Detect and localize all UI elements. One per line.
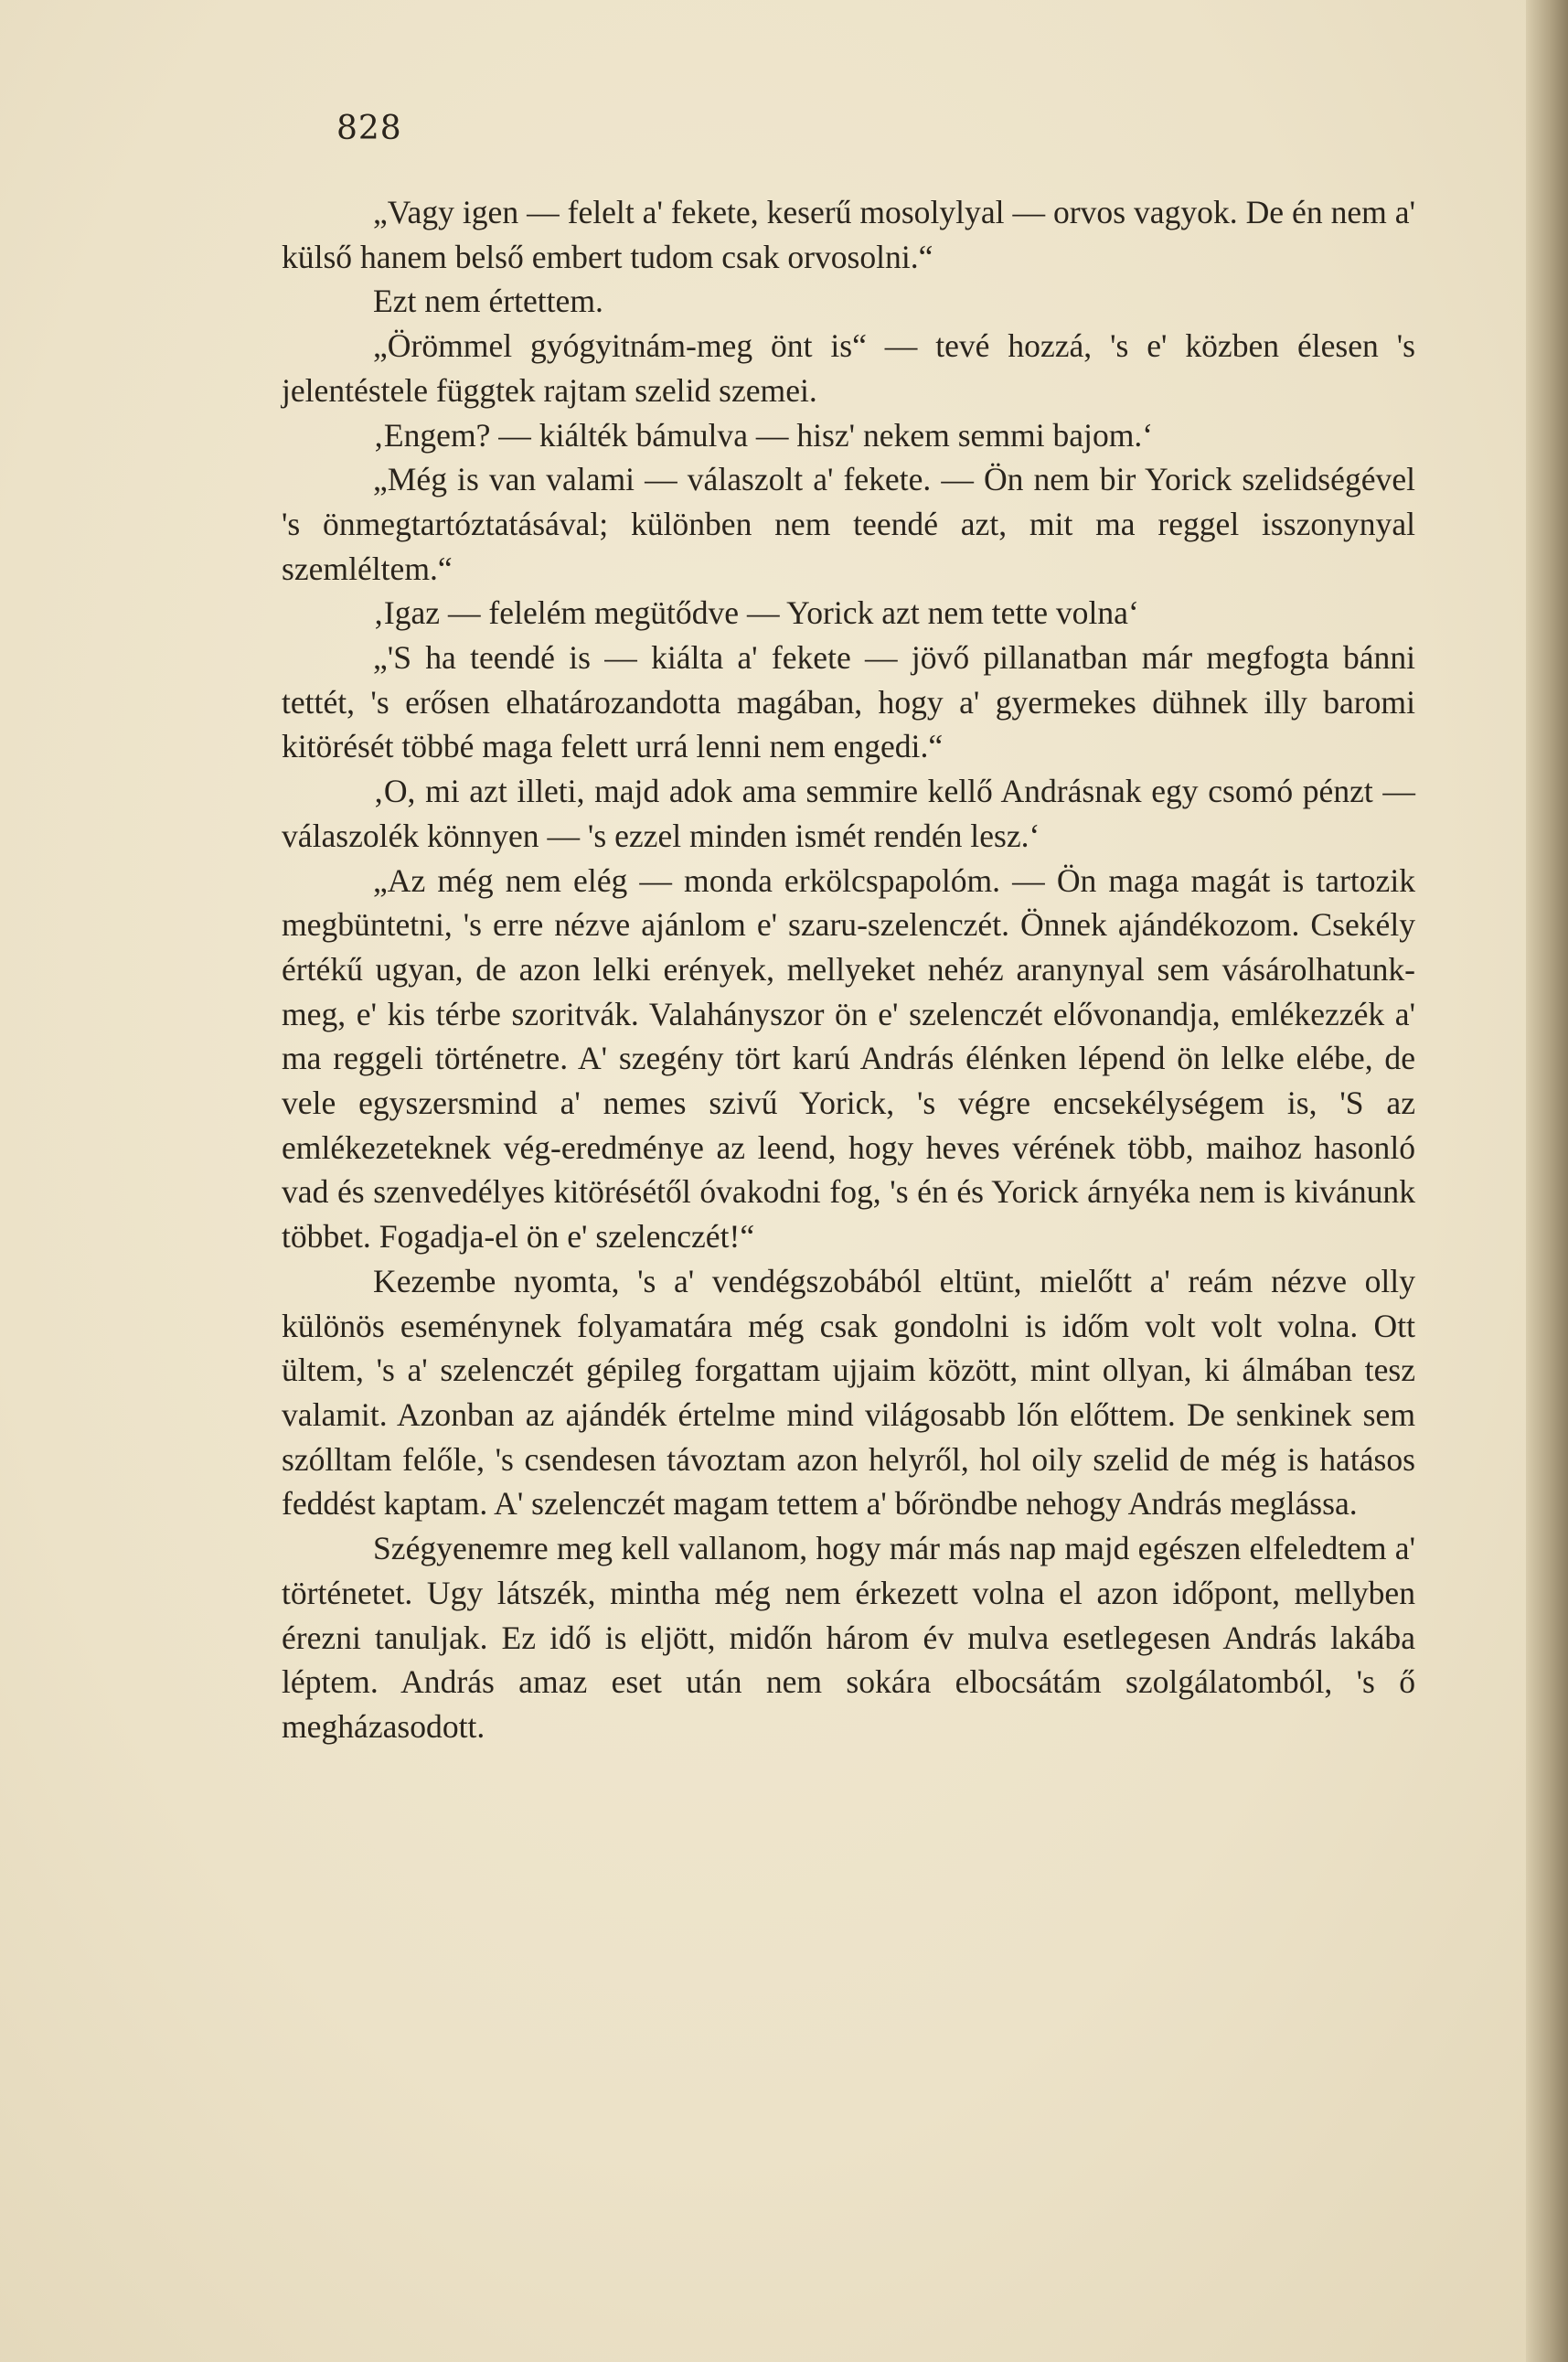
paragraph-8: ‚O, mi azt illeti, majd adok ama semmire kellő Andrásnak egy csomó pénzt — válaszolék könnyen — 's ezzel minden ismét rendén lesz.‘ [282, 773, 1415, 854]
paragraph-9: „Az még nem elég — monda erkölcspapolóm. — Ön maga magát is tartozik megbüntetni, 's erre nézve ajánlom e' szaru-szelenczét. Önnek ajándékozom. Csekély értékű ugyan, de azon lelki erények, mellyeket nehéz aranynyal sem vásárolhatunk-meg, e' kis térbe szoritvák. Valahányszor ön e' szelenczét elővonandja, emlékezzék a' ma reggeli történetre. A' szegény tört karú András élénken lépend ön lelke elébe, de vele egyszersmind a' nemes szivű Yorick, 's végre encsekélységem is, 'S az emlékezeteknek vég-eredménye az leend, hogy heves vérének több, maihoz hasonló vad és szenvedélyes kitörésétől óvakodni fog, 's én és Yorick árnyéka nem is kivánunk többet. Fogadja-el ön e' szelenczét!“ [282, 861, 1415, 1256]
book-spine-shadow [1526, 0, 1568, 2362]
paragraph-11: Szégyenemre meg kell vallanom, hogy már más nap majd egészen elfeledtem a' történetet. Ugy látszék, mintha még nem érkezett volna el azon időpont, mellyben érezni tanuljak. Ez idő is eljött, midőn három év mulva esetlegesen András lakába léptem. András amaz eset után nem sokára elbocsátám szolgálatomból, 's ő megházasodott. [282, 1530, 1415, 1745]
paragraph-10: Kezembe nyomta, 's a' vendégszobából eltünt, mielőtt a' reám nézve olly különös eseménynek folyamatára még csak gondolni is időm volt volt volna. Ott ültem, 's a' szelenczét gépileg forgattam ujjaim között, mint ollyan, ki álmában tesz valamit. Azonban az ajándék értelme mind világosabb lőn előttem. De senkinek sem szólltam felőle, 's csendesen távoztam azon helyről, hol oily szelid de még is hatásos feddést kaptam. A' szelenczét magam tettem a' bőröndbe nehogy András meglássa. [282, 1262, 1415, 1523]
paragraph-7: „'S ha teendé is — kiálta a' fekete — jövő pillanatban már megfogta bánni tettét, 's erősen elhatározandotta magában, hogy a' gyermekes dühnek illy baromi kitörését többé maga felett urrá lenni nem engedi.“ [282, 639, 1415, 765]
paragraph-4: ‚Engem? — kiálték bámulva — hisz' nekem semmi bajom.‘ [373, 416, 1154, 454]
paragraph-6: ‚Igaz — felelém megütődve — Yorick azt nem tette volna‘ [373, 594, 1139, 632]
page-number: 828 [336, 110, 402, 147]
paragraph-3: „Örömmel gyógyitnám-meg önt is“ — tevé hozzá, 's e' közben élesen 's jelentéstele függtek rajtam szelid szemei. [282, 327, 1415, 409]
body-text [282, 190, 1415, 1749]
paragraph-2: Ezt nem értettem. [373, 283, 603, 320]
paragraph-5: „Még is van valami — válaszolt a' fekete. — Ön nem bir Yorick szelidségével 's önmegtartóztatásával; különben nem teendé azt, mit ma reggel isszonynyal szemléltem.“ [282, 461, 1415, 587]
paragraph-1: „Vagy igen — felelt a' fekete, keserű mosolylyal — orvos vagyok. De én nem a' külső hanem belső embert tudom csak orvosolni.“ [282, 194, 1415, 275]
